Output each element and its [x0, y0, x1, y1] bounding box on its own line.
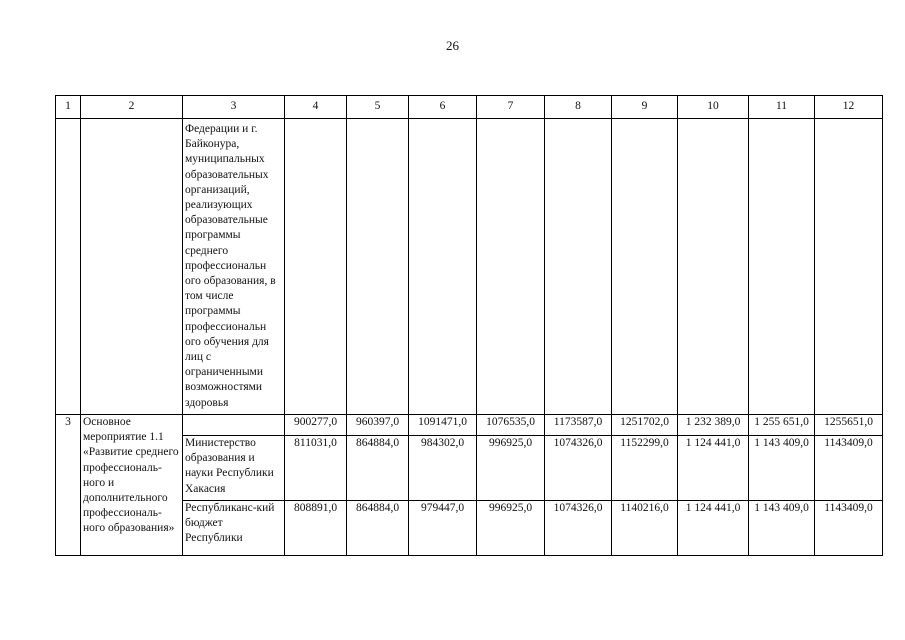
value-cell: 996925,0 [477, 501, 545, 556]
header-cell: 4 [285, 96, 347, 119]
row-index: 3 [56, 415, 81, 556]
header-cell: 7 [477, 96, 545, 119]
header-cell: 3 [183, 96, 285, 119]
empty-cell [409, 119, 477, 415]
value-cell: 1152299,0 [612, 436, 678, 501]
value-cell: 1076535,0 [477, 415, 545, 436]
empty-cell [612, 119, 678, 415]
table-row-total [56, 415, 883, 436]
executor-cell: Республиканс-кий бюджет Республики [183, 501, 285, 556]
budget-table [55, 95, 883, 556]
header-cell: 2 [81, 96, 183, 119]
header-cell: 1 [56, 96, 81, 119]
value-cell: 1091471,0 [409, 415, 477, 436]
value-cell: 1 124 441,0 [678, 436, 749, 501]
value-cell: 808891,0 [285, 501, 347, 556]
measure-name: Основное мероприятие 1.1 «Развитие среднего профессиональ-ного и дополнительного профессиональ-ного образования» [81, 415, 183, 556]
value-cell: 1074326,0 [545, 436, 612, 501]
value-cell: 900277,0 [285, 415, 347, 436]
value-cell: 864884,0 [347, 501, 409, 556]
value-cell: 1255651,0 [815, 415, 883, 436]
value-cell: 1251702,0 [612, 415, 678, 436]
value-cell: 984302,0 [409, 436, 477, 501]
header-cell: 12 [815, 96, 883, 119]
executor-cell [183, 415, 285, 436]
value-cell: 1 143 409,0 [749, 436, 815, 501]
value-cell: 1173587,0 [545, 415, 612, 436]
value-cell: 1 143 409,0 [749, 501, 815, 556]
header-cell: 10 [678, 96, 749, 119]
value-cell: 864884,0 [347, 436, 409, 501]
empty-cell [678, 119, 749, 415]
executor-continuation-text: Федерации и г. Байконура, муниципальных образовательных организаций, реализующих образовательные программы среднего профессиональн ого образования, в том числе программы профессиональн ого обучения для лиц с ограниченными возможностями здоровья [183, 119, 285, 415]
empty-cell [347, 119, 409, 415]
header-cell: 9 [612, 96, 678, 119]
executor-cell: Министерство образования и науки Республики Хакасия [183, 436, 285, 501]
table-row-continuation [56, 119, 883, 415]
empty-cell [815, 119, 883, 415]
header-cell: 5 [347, 96, 409, 119]
value-cell: 1143409,0 [815, 501, 883, 556]
value-cell: 1074326,0 [545, 501, 612, 556]
value-cell: 1 255 651,0 [749, 415, 815, 436]
empty-cell [477, 119, 545, 415]
header-cell: 6 [409, 96, 477, 119]
header-cell: 8 [545, 96, 612, 119]
value-cell: 1 232 389,0 [678, 415, 749, 436]
value-cell: 996925,0 [477, 436, 545, 501]
empty-cell [749, 119, 815, 415]
empty-cell [545, 119, 612, 415]
header-cell: 11 [749, 96, 815, 119]
value-cell: 979447,0 [409, 501, 477, 556]
table-header-row [56, 96, 883, 119]
value-cell: 960397,0 [347, 415, 409, 436]
value-cell: 1143409,0 [815, 436, 883, 501]
value-cell: 1140216,0 [612, 501, 678, 556]
value-cell: 811031,0 [285, 436, 347, 501]
value-cell: 1 124 441,0 [678, 501, 749, 556]
empty-cell [285, 119, 347, 415]
page-number: 26 [446, 38, 459, 53]
empty-cell [81, 119, 183, 415]
empty-cell [56, 119, 81, 415]
